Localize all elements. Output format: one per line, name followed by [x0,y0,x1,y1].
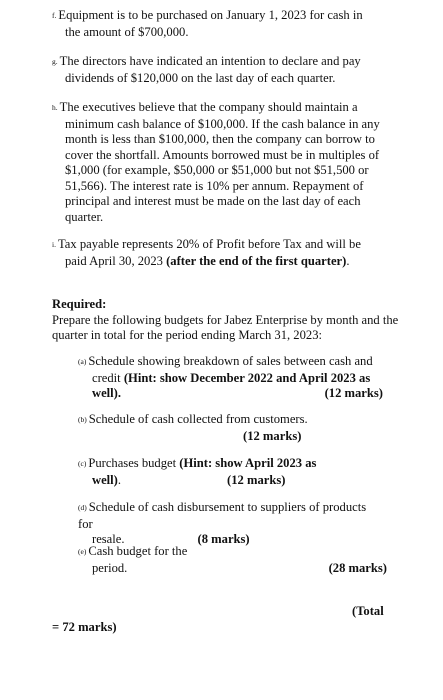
part-a-line1: Schedule showing breakdown of sales between cash and [88,354,373,368]
part-b [78,412,383,444]
part-c [78,456,383,488]
part-c-line1: Purchases budget [88,456,180,470]
item-h-line: minimum cash balance of $100,000. If the cash balance in any [65,116,380,131]
item-i-tag: i. [52,240,56,249]
item-g-line2: dividends of $120,000 on the last day of each quarter. [65,70,336,85]
part-e-line1: Cash budget for the [88,544,188,558]
part-c-period: . [117,472,122,487]
part-c-line2: well) [92,472,118,487]
item-h-line: quarter. [65,209,104,224]
part-b-line1: Schedule of cash collected from customers. [88,412,308,426]
item-h-line: principal and interest must be made on the last day of each [65,194,361,208]
required-section [52,297,402,344]
part-c-marks: (12 marks) [227,472,286,487]
item-i-line2: paid April 30, 2023 [65,253,167,268]
part-e [78,544,387,576]
item-i-line1: Tax payable represents 20% of Profit before Tax and will be [57,237,361,251]
required-line1: Prepare the following budgets for Jabez Enterprise by month and the [52,312,399,327]
item-g-tag: g. [52,57,58,66]
part-d-marks: (8 marks) [197,532,250,546]
item-f [52,8,397,40]
item-f-line1: Equipment is to be purchased on January 1, 2023 for cash in [58,8,363,22]
total-label-a: (Total [352,604,384,618]
item-h-line: month is less than $100,000, then the company can borrow to [65,132,375,146]
item-h-tag: h. [52,103,58,112]
item-g-line1: The directors have indicated an intention to declare and pay [59,54,361,68]
part-a-marks: (12 marks) [324,386,383,400]
item-h [52,100,397,225]
total-label-b: = 72 marks) [52,620,117,634]
part-a-tag: (a) [78,357,87,366]
required-heading: Required: [52,297,107,311]
item-g [52,54,397,86]
part-e-marks: (28 marks) [328,560,387,575]
part-d-line2: resale. [92,532,125,546]
item-h-line: $1,000 (for example, $50,000 or $51,000 but not $51,500 or [65,163,369,177]
item-i [52,237,397,269]
required-line2: quarter in total for the period ending March 31, 2023: [52,328,322,342]
part-d-tag: (d) [78,503,87,512]
part-b-marks: (12 marks) [243,428,302,443]
part-c-tag: (c) [78,459,87,468]
part-c-hint: (Hint: show April 2023 as [179,456,317,470]
part-a-line2: credit [92,370,124,385]
item-h-line1: The executives believe that the company should maintain a [59,100,358,114]
part-a [78,354,383,402]
item-h-line: cover the shortfall. Amounts borrowed must be in multiples of [65,147,380,162]
item-h-line: 51,566). The interest rate is 10% per annum. Repayment of [65,178,364,193]
item-i-emphasis: (after the end of the first quarter) [166,253,347,268]
part-a-line3: well). [92,386,122,400]
item-f-line2: the amount of $700,000. [65,24,189,39]
part-d [78,500,383,548]
part-d-line1: Schedule of cash disbursement to suppliers of products for [78,500,367,531]
part-a-hint: (Hint: show December 2022 and April 2023 as [123,370,371,385]
part-b-tag: (b) [78,415,87,424]
part-e-line2: period. [92,560,128,575]
item-i-period: . [346,253,350,268]
part-e-tag: (e) [78,547,87,556]
item-f-tag: f. [52,11,57,20]
